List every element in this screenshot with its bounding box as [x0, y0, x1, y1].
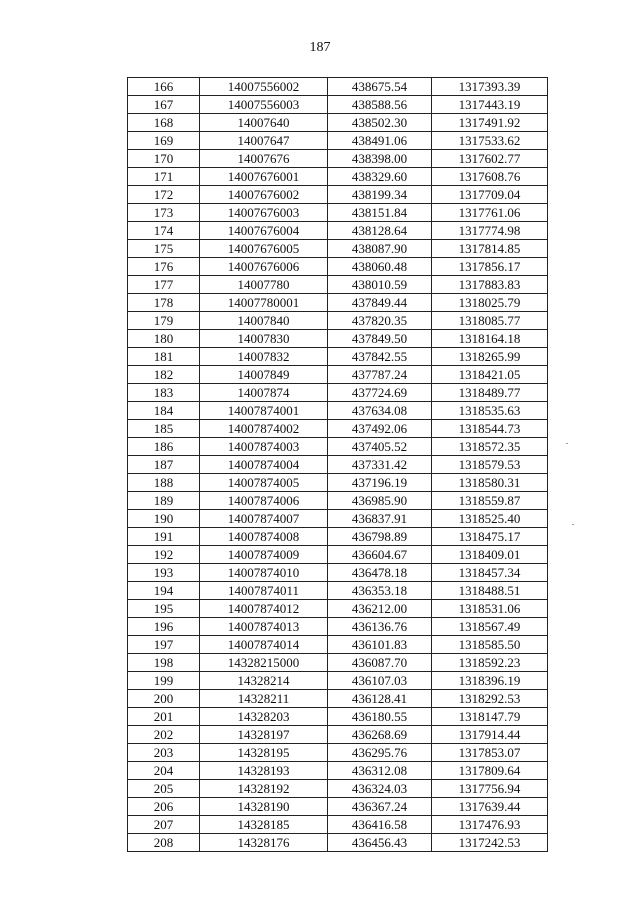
x-coordinate-cell: 436324.03 — [328, 780, 432, 798]
point-number-cell: 179 — [128, 312, 200, 330]
point-number-cell: 176 — [128, 258, 200, 276]
point-number-cell: 169 — [128, 132, 200, 150]
table-row — [128, 222, 548, 240]
point-id-cell: 14007874006 — [200, 492, 328, 510]
point-number-cell: 208 — [128, 834, 200, 852]
table-row — [128, 564, 548, 582]
y-coordinate-cell: 1318025.79 — [432, 294, 548, 312]
table-row — [128, 96, 548, 114]
point-id-cell: 14007830 — [200, 330, 328, 348]
table-row — [128, 708, 548, 726]
table-row — [128, 762, 548, 780]
y-coordinate-cell: 1317809.64 — [432, 762, 548, 780]
point-id-cell: 14007874005 — [200, 474, 328, 492]
point-id-cell: 14007676006 — [200, 258, 328, 276]
x-coordinate-cell: 438502.30 — [328, 114, 432, 132]
table-row — [128, 402, 548, 420]
x-coordinate-cell: 436985.90 — [328, 492, 432, 510]
point-number-cell: 180 — [128, 330, 200, 348]
y-coordinate-cell: 1318457.34 — [432, 564, 548, 582]
x-coordinate-cell: 436456.43 — [328, 834, 432, 852]
point-id-cell: 14007874009 — [200, 546, 328, 564]
x-coordinate-cell: 438491.06 — [328, 132, 432, 150]
x-coordinate-cell: 436136.76 — [328, 618, 432, 636]
point-number-cell: 184 — [128, 402, 200, 420]
x-coordinate-cell: 436837.91 — [328, 510, 432, 528]
point-id-cell: 14328185 — [200, 816, 328, 834]
x-coordinate-cell: 438588.56 — [328, 96, 432, 114]
y-coordinate-cell: 1318409.01 — [432, 546, 548, 564]
point-id-cell: 14007676004 — [200, 222, 328, 240]
table-row — [128, 330, 548, 348]
y-coordinate-cell: 1318265.99 — [432, 348, 548, 366]
x-coordinate-cell: 437405.52 — [328, 438, 432, 456]
point-number-cell: 200 — [128, 690, 200, 708]
x-coordinate-cell: 436180.55 — [328, 708, 432, 726]
x-coordinate-cell: 438675.54 — [328, 78, 432, 96]
y-coordinate-cell: 1318572.35 — [432, 438, 548, 456]
y-coordinate-cell: 1317393.39 — [432, 78, 548, 96]
page-number: 187 — [309, 40, 331, 55]
point-number-cell: 171 — [128, 168, 200, 186]
y-coordinate-cell: 1318535.63 — [432, 402, 548, 420]
x-coordinate-cell: 437331.42 — [328, 456, 432, 474]
y-coordinate-cell: 1318544.73 — [432, 420, 548, 438]
y-coordinate-cell: 1317756.94 — [432, 780, 548, 798]
table-row — [128, 366, 548, 384]
table-row — [128, 528, 548, 546]
point-number-cell: 205 — [128, 780, 200, 798]
point-id-cell: 14328214 — [200, 672, 328, 690]
table-row — [128, 78, 548, 96]
point-number-cell: 191 — [128, 528, 200, 546]
point-number-cell: 172 — [128, 186, 200, 204]
table-row — [128, 690, 548, 708]
point-number-cell: 189 — [128, 492, 200, 510]
table-row — [128, 294, 548, 312]
y-coordinate-cell: 1317533.62 — [432, 132, 548, 150]
y-coordinate-cell: 1317602.77 — [432, 150, 548, 168]
point-number-cell: 166 — [128, 78, 200, 96]
x-coordinate-cell: 436212.00 — [328, 600, 432, 618]
point-id-cell: 14328211 — [200, 690, 328, 708]
x-coordinate-cell: 438087.90 — [328, 240, 432, 258]
x-coordinate-cell: 437849.50 — [328, 330, 432, 348]
point-id-cell: 14007874014 — [200, 636, 328, 654]
y-coordinate-cell: 1318292.53 — [432, 690, 548, 708]
y-coordinate-cell: 1317761.06 — [432, 204, 548, 222]
x-coordinate-cell: 436312.08 — [328, 762, 432, 780]
table-row — [128, 726, 548, 744]
y-coordinate-cell: 1317914.44 — [432, 726, 548, 744]
point-id-cell: 14007849 — [200, 366, 328, 384]
point-id-cell: 14007556002 — [200, 78, 328, 96]
point-number-cell: 167 — [128, 96, 200, 114]
table-row — [128, 654, 548, 672]
scan-speck — [572, 524, 574, 525]
point-id-cell: 14007874013 — [200, 618, 328, 636]
y-coordinate-cell: 1317242.53 — [432, 834, 548, 852]
table-row — [128, 744, 548, 762]
table-row — [128, 672, 548, 690]
table-row — [128, 186, 548, 204]
x-coordinate-cell: 436798.89 — [328, 528, 432, 546]
x-coordinate-cell: 436416.58 — [328, 816, 432, 834]
point-id-cell: 14007676002 — [200, 186, 328, 204]
x-coordinate-cell: 437787.24 — [328, 366, 432, 384]
y-coordinate-cell: 1317774.98 — [432, 222, 548, 240]
scan-speck — [566, 443, 568, 444]
x-coordinate-cell: 437849.44 — [328, 294, 432, 312]
point-number-cell: 187 — [128, 456, 200, 474]
y-coordinate-cell: 1317853.07 — [432, 744, 548, 762]
table-row — [128, 546, 548, 564]
y-coordinate-cell: 1318488.51 — [432, 582, 548, 600]
point-id-cell: 14007832 — [200, 348, 328, 366]
point-id-cell: 14007874011 — [200, 582, 328, 600]
x-coordinate-cell: 436604.67 — [328, 546, 432, 564]
point-id-cell: 14007874010 — [200, 564, 328, 582]
x-coordinate-cell: 436367.24 — [328, 798, 432, 816]
y-coordinate-cell: 1318592.23 — [432, 654, 548, 672]
y-coordinate-cell: 1317883.83 — [432, 276, 548, 294]
point-number-cell: 206 — [128, 798, 200, 816]
table-row — [128, 258, 548, 276]
point-id-cell: 14007874008 — [200, 528, 328, 546]
x-coordinate-cell: 437842.55 — [328, 348, 432, 366]
y-coordinate-cell: 1317443.19 — [432, 96, 548, 114]
point-number-cell: 175 — [128, 240, 200, 258]
table-row — [128, 132, 548, 150]
y-coordinate-cell: 1318525.40 — [432, 510, 548, 528]
y-coordinate-cell: 1318164.18 — [432, 330, 548, 348]
table-row — [128, 492, 548, 510]
table-row — [128, 618, 548, 636]
y-coordinate-cell: 1318421.05 — [432, 366, 548, 384]
table-row — [128, 582, 548, 600]
point-id-cell: 14007840 — [200, 312, 328, 330]
point-id-cell: 14328197 — [200, 726, 328, 744]
y-coordinate-cell: 1318475.17 — [432, 528, 548, 546]
y-coordinate-cell: 1318567.49 — [432, 618, 548, 636]
point-id-cell: 14007874001 — [200, 402, 328, 420]
x-coordinate-cell: 436478.18 — [328, 564, 432, 582]
point-id-cell: 14007676003 — [200, 204, 328, 222]
point-id-cell: 14328195 — [200, 744, 328, 762]
point-id-cell: 14328190 — [200, 798, 328, 816]
point-number-cell: 174 — [128, 222, 200, 240]
point-number-cell: 190 — [128, 510, 200, 528]
table-row — [128, 816, 548, 834]
table-row — [128, 600, 548, 618]
point-number-cell: 202 — [128, 726, 200, 744]
point-id-cell: 14007647 — [200, 132, 328, 150]
x-coordinate-cell: 436128.41 — [328, 690, 432, 708]
point-id-cell: 14007780001 — [200, 294, 328, 312]
point-number-cell: 203 — [128, 744, 200, 762]
point-number-cell: 196 — [128, 618, 200, 636]
point-number-cell: 186 — [128, 438, 200, 456]
point-id-cell: 14328215000 — [200, 654, 328, 672]
point-id-cell: 14007676 — [200, 150, 328, 168]
table-row — [128, 456, 548, 474]
x-coordinate-cell: 438060.48 — [328, 258, 432, 276]
y-coordinate-cell: 1318085.77 — [432, 312, 548, 330]
table-row — [128, 204, 548, 222]
x-coordinate-cell: 437724.69 — [328, 384, 432, 402]
y-coordinate-cell: 1318585.50 — [432, 636, 548, 654]
y-coordinate-cell: 1318580.31 — [432, 474, 548, 492]
point-number-cell: 182 — [128, 366, 200, 384]
point-id-cell: 14328203 — [200, 708, 328, 726]
table-row — [128, 798, 548, 816]
x-coordinate-cell: 436107.03 — [328, 672, 432, 690]
x-coordinate-cell: 437492.06 — [328, 420, 432, 438]
coordinates-table — [127, 77, 548, 852]
x-coordinate-cell: 436353.18 — [328, 582, 432, 600]
point-number-cell: 170 — [128, 150, 200, 168]
table-row — [128, 276, 548, 294]
point-id-cell: 14328176 — [200, 834, 328, 852]
x-coordinate-cell: 436101.83 — [328, 636, 432, 654]
table-row — [128, 474, 548, 492]
y-coordinate-cell: 1317491.92 — [432, 114, 548, 132]
x-coordinate-cell: 437820.35 — [328, 312, 432, 330]
table-row — [128, 348, 548, 366]
table-row — [128, 384, 548, 402]
table-row — [128, 636, 548, 654]
y-coordinate-cell: 1318396.19 — [432, 672, 548, 690]
point-id-cell: 14007874003 — [200, 438, 328, 456]
point-number-cell: 168 — [128, 114, 200, 132]
x-coordinate-cell: 436268.69 — [328, 726, 432, 744]
coordinates-table-body — [128, 78, 548, 852]
table-row — [128, 240, 548, 258]
x-coordinate-cell: 437196.19 — [328, 474, 432, 492]
point-number-cell: 183 — [128, 384, 200, 402]
y-coordinate-cell: 1318147.79 — [432, 708, 548, 726]
x-coordinate-cell: 438151.84 — [328, 204, 432, 222]
point-number-cell: 178 — [128, 294, 200, 312]
point-number-cell: 204 — [128, 762, 200, 780]
point-id-cell: 14007676001 — [200, 168, 328, 186]
y-coordinate-cell: 1317814.85 — [432, 240, 548, 258]
y-coordinate-cell: 1317709.04 — [432, 186, 548, 204]
point-number-cell: 207 — [128, 816, 200, 834]
point-number-cell: 193 — [128, 564, 200, 582]
point-id-cell: 14007640 — [200, 114, 328, 132]
table-row — [128, 420, 548, 438]
point-number-cell: 199 — [128, 672, 200, 690]
point-id-cell: 14007556003 — [200, 96, 328, 114]
point-number-cell: 198 — [128, 654, 200, 672]
table-row — [128, 312, 548, 330]
y-coordinate-cell: 1318531.06 — [432, 600, 548, 618]
point-number-cell: 197 — [128, 636, 200, 654]
point-id-cell: 14007780 — [200, 276, 328, 294]
table-row — [128, 780, 548, 798]
y-coordinate-cell: 1318579.53 — [432, 456, 548, 474]
table-row — [128, 510, 548, 528]
point-number-cell: 195 — [128, 600, 200, 618]
y-coordinate-cell: 1318489.77 — [432, 384, 548, 402]
y-coordinate-cell: 1317608.76 — [432, 168, 548, 186]
point-number-cell: 181 — [128, 348, 200, 366]
x-coordinate-cell: 436087.70 — [328, 654, 432, 672]
y-coordinate-cell: 1317476.93 — [432, 816, 548, 834]
table-row — [128, 168, 548, 186]
x-coordinate-cell: 438199.34 — [328, 186, 432, 204]
y-coordinate-cell: 1317639.44 — [432, 798, 548, 816]
point-id-cell: 14007676005 — [200, 240, 328, 258]
point-number-cell: 188 — [128, 474, 200, 492]
table-row — [128, 150, 548, 168]
y-coordinate-cell: 1318559.87 — [432, 492, 548, 510]
point-number-cell: 192 — [128, 546, 200, 564]
point-number-cell: 173 — [128, 204, 200, 222]
x-coordinate-cell: 438128.64 — [328, 222, 432, 240]
x-coordinate-cell: 436295.76 — [328, 744, 432, 762]
point-id-cell: 14007874 — [200, 384, 328, 402]
point-id-cell: 14007874007 — [200, 510, 328, 528]
x-coordinate-cell: 438398.00 — [328, 150, 432, 168]
point-number-cell: 194 — [128, 582, 200, 600]
point-number-cell: 177 — [128, 276, 200, 294]
table-row — [128, 114, 548, 132]
point-number-cell: 185 — [128, 420, 200, 438]
x-coordinate-cell: 438010.59 — [328, 276, 432, 294]
point-id-cell: 14328192 — [200, 780, 328, 798]
point-number-cell: 201 — [128, 708, 200, 726]
point-id-cell: 14007874002 — [200, 420, 328, 438]
x-coordinate-cell: 437634.08 — [328, 402, 432, 420]
x-coordinate-cell: 438329.60 — [328, 168, 432, 186]
point-id-cell: 14007874012 — [200, 600, 328, 618]
table-row — [128, 438, 548, 456]
point-id-cell: 14007874004 — [200, 456, 328, 474]
table-row — [128, 834, 548, 852]
point-id-cell: 14328193 — [200, 762, 328, 780]
y-coordinate-cell: 1317856.17 — [432, 258, 548, 276]
